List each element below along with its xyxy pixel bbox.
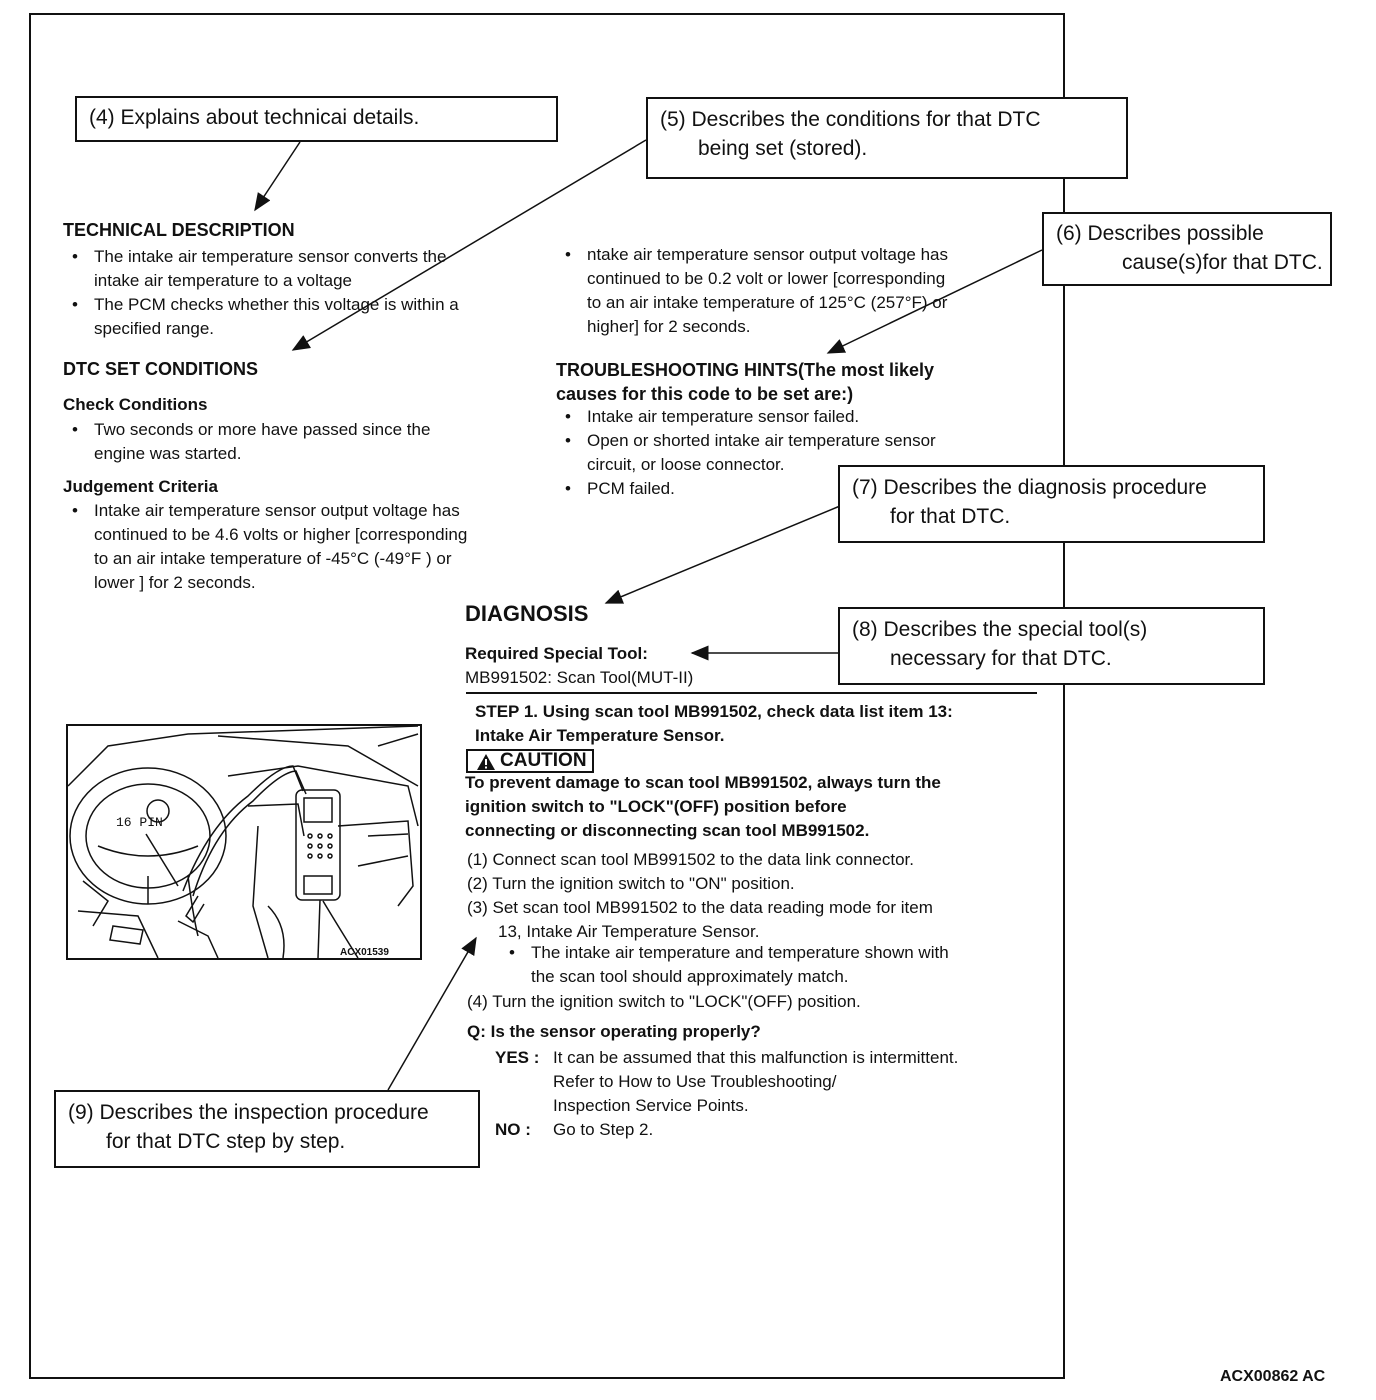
technical-heading: TECHNICAL DESCRIPTION (63, 220, 295, 240)
question: Q: Is the sensor operating properly? (467, 1022, 761, 1041)
judge-heading: Judgement Criteria (63, 477, 218, 496)
pin-label: 16 PIN (116, 815, 163, 830)
caution-text: To prevent damage to scan tool MB991502, always turn the ignition switch to "LOCK"(OFF) position before connecting or disconnecting scan tool MB991502. (465, 773, 941, 840)
callout-text: (5) Describes the conditions for that DTC (660, 108, 1041, 131)
callout-text: cause(s)for that DTC. (1122, 251, 1323, 274)
callout-5 (646, 97, 1128, 179)
callout-9 (54, 1090, 480, 1168)
low-voltage-bullet: • ntake air temperature sensor output voltage has continued to be 0.2 volt or lower [corresponding to an air intake temperature of 125°C (257°F) or higher] for 2 seconds. (587, 243, 948, 339)
technical-bullet: • The intake air temperature sensor converts the intake air temperature to a voltage (94, 245, 446, 293)
diagnosis-heading: DIAGNOSIS (465, 601, 589, 626)
hint-item: • Intake air temperature sensor failed. (587, 405, 859, 429)
figure-code: ACX01539 (340, 947, 389, 958)
hint-item: • Open or shorted intake air temperature sensor circuit, or loose connector. (587, 429, 936, 477)
callout-8 (838, 607, 1265, 685)
judge-bullet: • Intake air temperature sensor output voltage has continued to be 4.6 volts or higher [corresponding to an air intake temperature of -45°C (-49°F ) or lower ] for 2 seconds. (94, 499, 467, 595)
yes-label: YES : (495, 1048, 540, 1067)
procedure-bullet: • The intake air temperature and temperature shown with the scan tool should approximately match. (531, 941, 949, 989)
callout-text: (6) Describes possible (1056, 222, 1264, 245)
tool-label: Required Special Tool: (465, 644, 648, 663)
callout-6 (1042, 212, 1332, 286)
no-text: Go to Step 2. (553, 1120, 654, 1139)
arrow-9 (388, 938, 476, 1090)
caution-label: CAUTION (500, 750, 587, 771)
procedure-step-cont: 13, Intake Air Temperature Sensor. (498, 922, 760, 941)
procedure-step: (1) Connect scan tool MB991502 to the data link connector. (467, 850, 914, 869)
scan-tool-illustration (68, 726, 420, 958)
callout-text: for that DTC. (890, 505, 1011, 528)
callout-4 (75, 96, 558, 142)
callout-text: (7) Describes the diagnosis procedure (852, 476, 1207, 499)
callout-text: being set (stored). (698, 137, 868, 160)
arrow-7 (606, 506, 840, 603)
no-label: NO : (495, 1120, 531, 1139)
callout-text: (9) Describes the inspection procedure (68, 1101, 429, 1124)
arrow-4 (255, 142, 300, 210)
dashboard-figure (66, 724, 422, 960)
procedure-step: (3) Set scan tool MB991502 to the data reading mode for item (467, 898, 933, 917)
check-bullet: • Two seconds or more have passed since the engine was started. (94, 418, 430, 466)
page-code: ACX00862 AC (1220, 1368, 1326, 1385)
yes-text: It can be assumed that this malfunction is intermittent. Refer to How to Use Troubleshooting/ Inspection Service Points. (553, 1048, 959, 1115)
hints-heading: TROUBLESHOOTING HINTS(The most likely causes for this code to be set are:) (556, 360, 935, 404)
hint-item: • PCM failed. (587, 477, 675, 501)
warning-icon (476, 753, 496, 771)
technical-bullet: • The PCM checks whether this voltage is within a specified range. (94, 293, 459, 341)
callout-text: for that DTC step by step. (106, 1130, 346, 1153)
tool-value: MB991502: Scan Tool(MUT-II) (465, 668, 694, 687)
callout-text: (8) Describes the special tool(s) (852, 618, 1148, 641)
callout-text: necessary for that DTC. (890, 647, 1112, 670)
caution-badge (466, 749, 594, 773)
dtc-heading: DTC SET CONDITIONS (63, 359, 259, 379)
check-heading: Check Conditions (63, 395, 208, 414)
procedure-step: (2) Turn the ignition switch to "ON" position. (467, 874, 795, 893)
procedure-step: (4) Turn the ignition switch to "LOCK"(OFF) position. (467, 992, 861, 1011)
callout-text: (4) Explains about technicai details. (89, 106, 420, 129)
step-title: STEP 1. Using scan tool MB991502, check data list item 13: Intake Air Temperature Sensor. (475, 702, 953, 745)
